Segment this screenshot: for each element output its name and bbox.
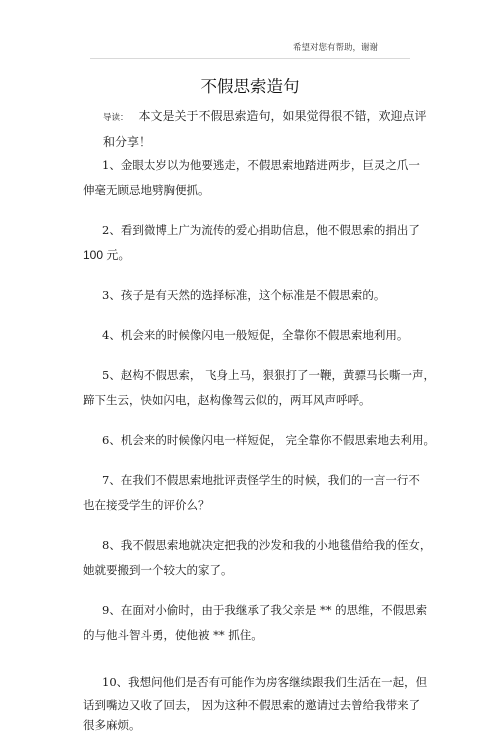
intro-line-2: 和分享！ <box>103 135 152 149</box>
intro-line-1: 本文是关于不假思索造句，如果觉得很不错，欢迎点评 <box>138 109 427 123</box>
item-line: 6、机会来的时候像闪电一样短促， 完全靠你不假思索地去利用。 <box>102 433 435 447</box>
list-item <box>83 670 432 735</box>
item-line: 也在接受学生的评价么？ <box>83 498 210 512</box>
item-line: 2、看到微博上广为流传的爱心捐助信息，他不假思索的捐出了 <box>102 223 420 237</box>
intro-paragraph <box>103 104 433 154</box>
header-note: 希望对您有帮助，谢谢 <box>292 43 378 53</box>
list-item <box>102 323 432 348</box>
list-item <box>83 598 432 648</box>
item-line: 9、在面对小偷时，由于我继承了我父亲是 ** 的思维，不假思索 <box>102 603 428 617</box>
item-line: 100 元。 <box>83 248 131 262</box>
item-line: 10、我想问他们是否有可能作为房客继续跟我们生活在一起，但 <box>102 675 428 689</box>
item-line: 蹄下生云，快如闪电，赵构像驾云似的，两耳风声呼呼。 <box>83 393 371 407</box>
intro-lead: 导读： <box>103 113 129 123</box>
item-line: 她就要搬到一个较大的家了。 <box>83 563 233 577</box>
item-line: 1、金眼太岁以为他要逃走，不假思索地踏进两步，巨灵之爪一 <box>102 158 420 172</box>
item-line: 7、在我们不假思索地批评责怪学生的时候，我们的一言一行不 <box>102 473 420 487</box>
list-item <box>83 218 432 268</box>
sentence-list <box>83 153 435 750</box>
list-item <box>102 428 435 453</box>
list-item <box>83 153 432 203</box>
list-item <box>83 468 432 518</box>
item-line: 8、我不假思索地就决定把我的沙发和我的小地毯借给我的侄女， <box>102 538 432 552</box>
item-line: 4、机会来的时候像闪电一般短促，全靠你不假思索地利用。 <box>102 328 409 342</box>
item-line: 伸毫无顾忌地劈胸便抓。 <box>83 183 210 197</box>
list-item <box>83 363 435 413</box>
list-item <box>83 533 432 583</box>
item-line: 3、孩子是有天然的选择标准，这个标准是不假思索的。 <box>102 288 386 302</box>
item-line: 话到嘴边又收了回去， 因为这种不假思索的邀请过去曾给我带来了 <box>83 698 421 712</box>
item-line: 很多麻烦。 <box>83 718 141 732</box>
document-title: 不假思索造句 <box>200 77 300 96</box>
item-line: 的与他斗智斗勇，使他被 ** 抓住。 <box>83 628 263 642</box>
item-line: 5、赵构不假思索， 飞身上马，狠狠打了一鞭，黄骠马长嘶一声， <box>102 368 435 382</box>
header-divider <box>90 58 410 59</box>
list-item <box>102 283 432 308</box>
